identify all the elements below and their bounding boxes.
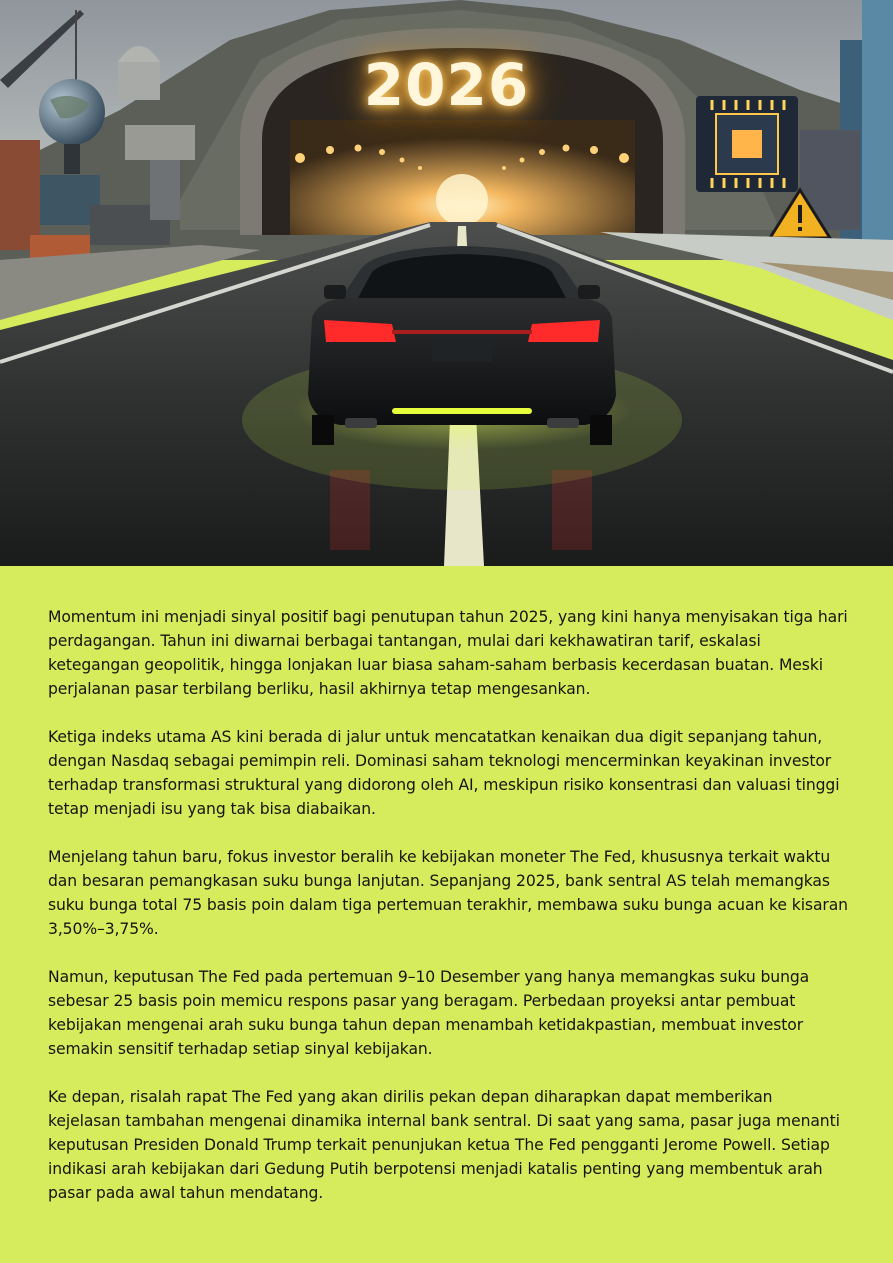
paragraph: Menjelang tahun baru, fokus investor beralih ke kebijakan moneter The Fed, khususnya terkait waktu dan besaran pemangkasan suku bunga lanjutan. Sepanjang 2025, bank sentral AS telah memangkas suku bunga total 75 basis poin dalam tiga pertemuan terakhir, membawa suku bunga acuan ke kisaran 3,50%–3,75%.	[48, 848, 848, 938]
paragraph: Momentum ini menjadi sinyal positif bagi penutupan tahun 2025, yang kini hanya menyisakan tiga hari perdagangan. Tahun ini diwarnai berbagai tantangan, mulai dari kekhawatiran tarif, eskalasi ketegangan geopolitik, hingga lonjakan luar biasa saham-saham berbasis kecerdasan buatan. Meski perjalanan pasar terbilang berliku, hasil akhirnya tetap mengesankan.	[48, 608, 848, 698]
year-sign: 2026	[363, 51, 530, 119]
article-body	[0, 566, 893, 1263]
paragraph: Ketiga indeks utama AS kini berada di jalur untuk mencatatkan kenaikan dua digit sepanjang tahun, dengan Nasdaq sebagai pemimpin reli. Dominasi saham teknologi mencerminkan keyakinan investor terhadap transformasi struktural yang didorong oleh AI, meskipun risiko konsentrasi dan valuasi tinggi tetap menjadi isu yang tak bisa diabaikan.	[48, 728, 840, 818]
paragraph: Namun, keputusan The Fed pada pertemuan 9–10 Desember yang hanya memangkas suku bunga sebesar 25 basis poin memicu respons pasar yang beragam. Perbedaan proyeksi antar pembuat kebijakan mengenai arah suku bunga tahun depan menambah ketidakpastian, membuat investor semakin sensitif terhadap setiap sinyal kebijakan.	[48, 968, 810, 1058]
paragraph: Ke depan, risalah rapat The Fed yang akan dirilis pekan depan diharapkan dapat memberikan kejelasan tambahan mengenai dinamika internal bank sentral. Di saat yang sama, pasar juga menanti keputusan Presiden Donald Trump terkait penunjukan ketua The Fed pengganti Jerome Powell. Setiap indikasi arah kebijakan dari Gedung Putih berpotensi menjadi katalis penting yang membentuk arah pasar pada awal tahun mendatang.	[48, 1088, 840, 1202]
hero-image	[0, 0, 893, 566]
